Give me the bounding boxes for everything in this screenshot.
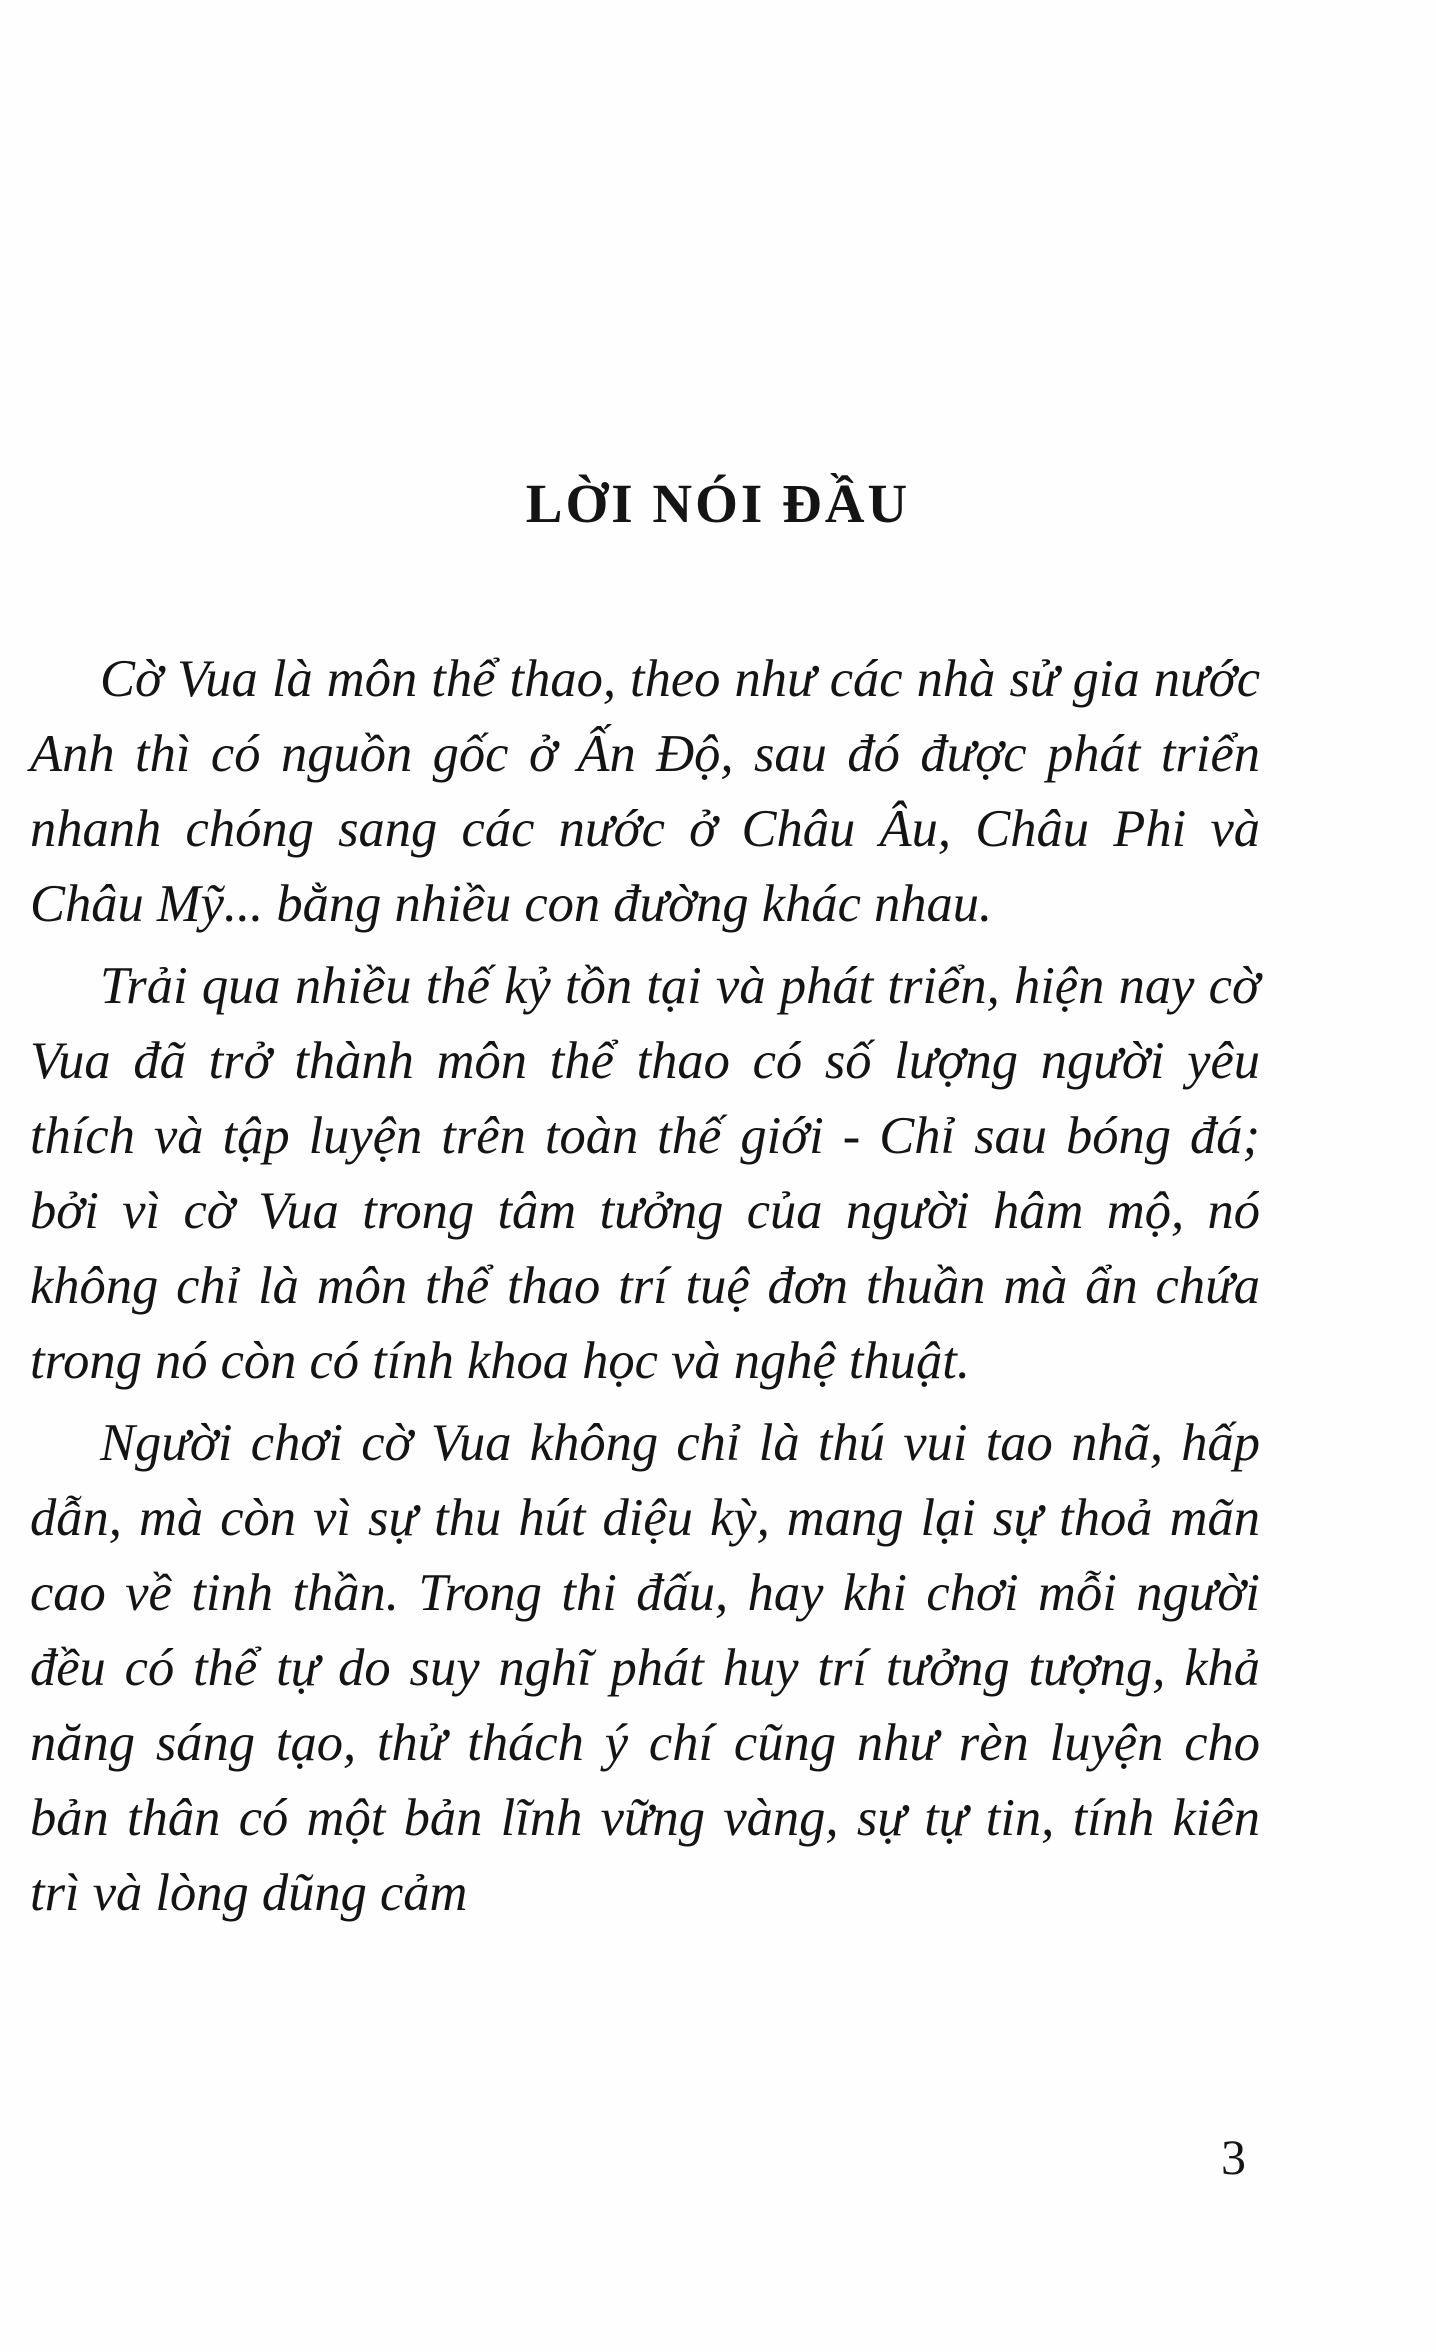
page-number: 3: [1221, 2129, 1246, 2185]
page-title: LỜI NÓI ĐẦU: [525, 473, 911, 534]
paragraph-1: Cờ Vua là môn thể thao, theo như các nhà sử gia nước Anh thì có nguồn gốc ở Ấn Độ, sau đó được phát triển nhanh chóng sang các nước ở Châu Âu, Châu Phi và Châu Mỹ... bằng nhiều con đường khác nhau.: [30, 650, 1260, 933]
paragraph-3: Người chơi cờ Vua không chỉ là thú vui tao nhã, hấp dẫn, mà còn vì sự thu hút diệu kỳ, mang lại sự thoả mãn cao về tinh thần. Trong thi đấu, hay khi chơi mỗi người đều có thể tự do suy nghĩ phát huy trí tưởng tượng, khả năng sáng tạo, thử thách ý chí cũng như rèn luyện cho bản thân có một bản lĩnh vững vàng, sự tự tin, tính kiên trì và lòng dũng cảm: [30, 1414, 1260, 1922]
body-text: [30, 642, 1260, 1931]
paragraph-2: Trải qua nhiều thế kỷ tồn tại và phát triển, hiện nay cờ Vua đã trở thành môn thể thao có số lượng người yêu thích và tập luyện trên toàn thế giới - Chỉ sau bóng đá; bởi vì cờ Vua trong tâm tưởng của người hâm mộ, nó không chỉ là môn thể thao trí tuệ đơn thuần mà ẩn chứa trong nó còn có tính khoa học và nghệ thuật.: [30, 957, 1260, 1390]
